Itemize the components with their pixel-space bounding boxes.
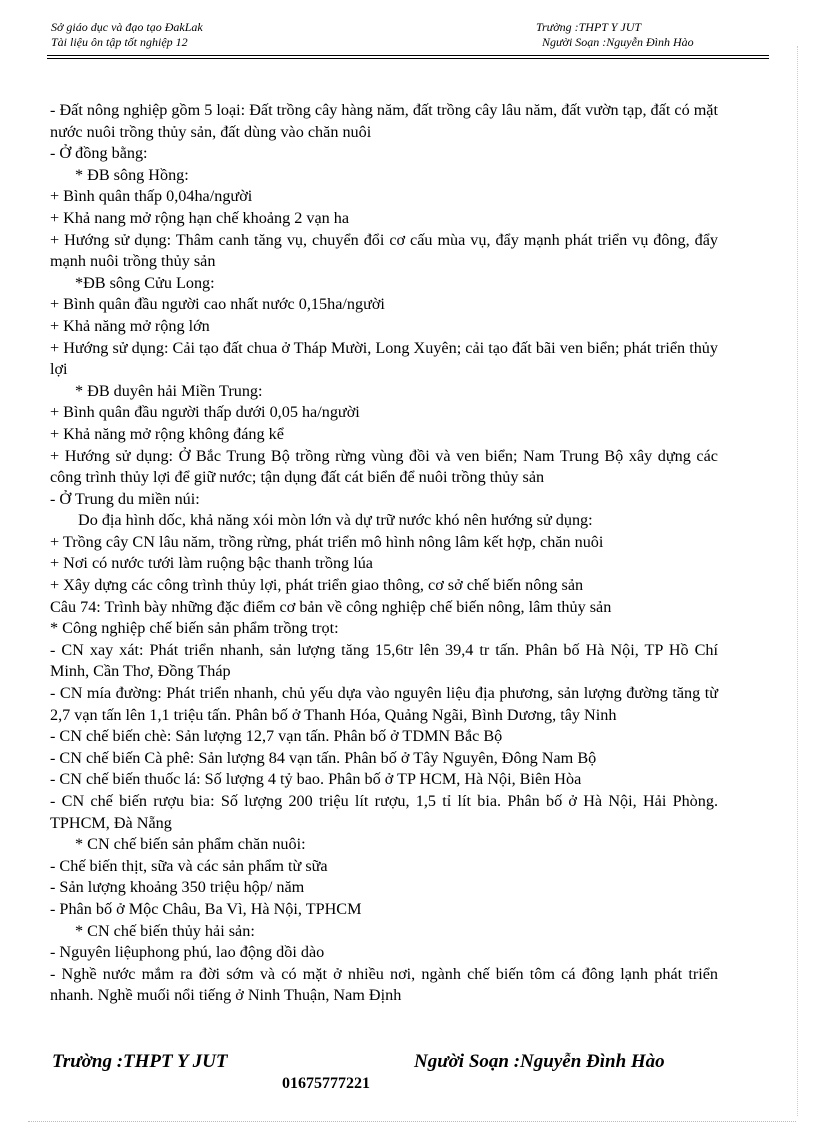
paragraph: + Hướng sử dụng: Ở Bắc Trung Bộ trồng rừng vùng đồi và ven biển; Nam Trung Bộ xây dựng các công trình thủy lợi để giữ nước; tận dụng đất cát biển để nuôi trồng thủy sản xyxy=(50,446,718,487)
paragraph: Do địa hình dốc, khả năng xói mòn lớn và dự trữ nước khó nên hướng sử dụng: xyxy=(78,511,593,530)
paragraph: + Khả năng mở rộng không đáng kể xyxy=(50,424,284,443)
footer-author: Người Soạn :Nguyễn Đình Hào xyxy=(414,1051,665,1072)
paragraph: + Trồng cây CN lâu năm, trồng rừng, phát triển mô hình nông lâm kết hợp, chăn nuôi xyxy=(50,532,604,551)
header-right xyxy=(536,20,694,50)
paragraph: + Bình quân thấp 0,04ha/người xyxy=(50,187,253,206)
paragraph: + Bình quân đầu người thấp dưới 0,05 ha/người xyxy=(50,403,360,422)
document-body xyxy=(50,100,718,1007)
question-heading: Câu 74: Trình bày những đặc điểm cơ bản về công nghiệp chế biến nông, lâm thủy sản xyxy=(50,597,612,616)
subheading: * Công nghiệp chế biến sản phẩm trồng trọt: xyxy=(50,619,339,638)
page-bottom-border xyxy=(28,1121,796,1122)
paragraph: - CN mía đường: Phát triển nhanh, chủ yếu dựa vào nguyên liệu địa phương, sản lượng đường tăng từ 2,7 vạn tấn lên 1,1 triệu tấn. Phân bố ở Thanh Hóa, Quảng Ngãi, Bình Dương, tây Ninh xyxy=(50,684,718,724)
paragraph: - Ở đồng bằng: xyxy=(50,144,148,163)
paragraph: - CN chế biến Cà phê: Sản lượng 84 vạn tấn. Phân bố ở Tây Nguyên, Đông Nam Bộ xyxy=(50,748,597,767)
paragraph: - CN chế biến chè: Sản lượng 12,7 vạn tấn. Phân bố ở TDMN Bắc Bộ xyxy=(50,727,503,746)
paragraph: - Ở Trung du miền núi: xyxy=(50,489,200,508)
paragraph: + Hướng sử dụng: Cải tạo đất chua ở Tháp Mười, Long Xuyên; cải tạo đất bãi ven biển; phát triển thủy lợi xyxy=(50,338,718,379)
subheading: * CN chế biến thủy hải sản: xyxy=(75,921,255,940)
header-school: Trường :THPT Y JUT xyxy=(536,20,642,34)
paragraph: + Bình quân đầu người cao nhất nước 0,15ha/người xyxy=(50,295,385,314)
paragraph: - Nguyên liệuphong phú, lao động dồi dào xyxy=(50,943,325,962)
paragraph: + Xây dựng các công trình thủy lợi, phát triển giao thông, cơ sở chế biến nông sản xyxy=(50,576,584,595)
paragraph: - Chế biến thịt, sữa và các sản phẩm từ sữa xyxy=(50,856,328,875)
paragraph: - Nghề nước mắm ra đời sớm và có mặt ở nhiều nơi, ngành chế biến tôm cá đông lạnh phát triển nhanh. Nghề muối nổi tiếng ở Ninh Thuận, Nam Định xyxy=(50,964,718,1005)
subheading: * CN chế biến sản phẩm chăn nuôi: xyxy=(75,835,306,854)
paragraph: + Khả năng mở rộng lớn xyxy=(50,316,210,335)
subheading: *ĐB sông Cửu Long: xyxy=(75,273,215,292)
paragraph: - Sản lượng khoảng 350 triệu hộp/ năm xyxy=(50,878,305,897)
page-right-border xyxy=(797,46,798,1116)
paragraph: - CN chế biến thuốc lá: Số lượng 4 tỷ bao. Phân bố ở TP HCM, Hà Nội, Biên Hòa xyxy=(50,770,582,789)
paragraph: + Hướng sử dụng: Thâm canh tăng vụ, chuyển đổi cơ cấu mùa vụ, đẩy mạnh phát triển vụ đông, đẩy mạnh nuôi trồng thủy sản xyxy=(50,230,718,271)
header-author: Người Soạn :Nguyễn Đình Hào xyxy=(542,35,694,49)
paragraph: - Đất nông nghiệp gồm 5 loại: Đất trồng cây hàng năm, đất trồng cây lâu năm, đất vườn tạp, đất có mặt nước nuôi trồng thủy sản, đất dùng vào chăn nuôi xyxy=(50,101,718,141)
subheading: * ĐB duyên hải Miền Trung: xyxy=(75,381,263,400)
footer-school: Trường :THPT Y JUT xyxy=(52,1051,228,1072)
header-department: Sở giáo dục và đạo tạo ĐakLak xyxy=(51,20,203,34)
header-divider-2 xyxy=(47,58,769,59)
header-doc-title: Tài liệu ôn tập tốt nghiệp 12 xyxy=(51,35,188,49)
paragraph: + Khả nang mở rộng hạn chế khoảng 2 vạn ha xyxy=(50,208,350,227)
paragraph: - CN chế biến rượu bia: Số lượng 200 triệu lít rượu, 1,5 tỉ lít bia. Phân bố ở Hà Nội, Hải Phòng. TPHCM, Đà Nẵng xyxy=(50,792,718,832)
header-divider xyxy=(47,55,769,56)
subheading: * ĐB sông Hồng: xyxy=(75,165,189,184)
paragraph: - Phân bố ở Mộc Châu, Ba Vì, Hà Nội, TPHCM xyxy=(50,899,362,918)
header-left xyxy=(51,20,203,50)
paragraph: + Nơi có nước tưới làm ruộng bậc thanh trồng lúa xyxy=(50,554,373,573)
paragraph: - CN xay xát: Phát triển nhanh, sản lượng tăng 15,6tr lên 39,4 tr tấn. Phân bố Hà Nội, TP Hồ Chí Minh, Cần Thơ, Đồng Tháp xyxy=(50,640,718,681)
footer-phone: 01675777221 xyxy=(282,1075,370,1092)
